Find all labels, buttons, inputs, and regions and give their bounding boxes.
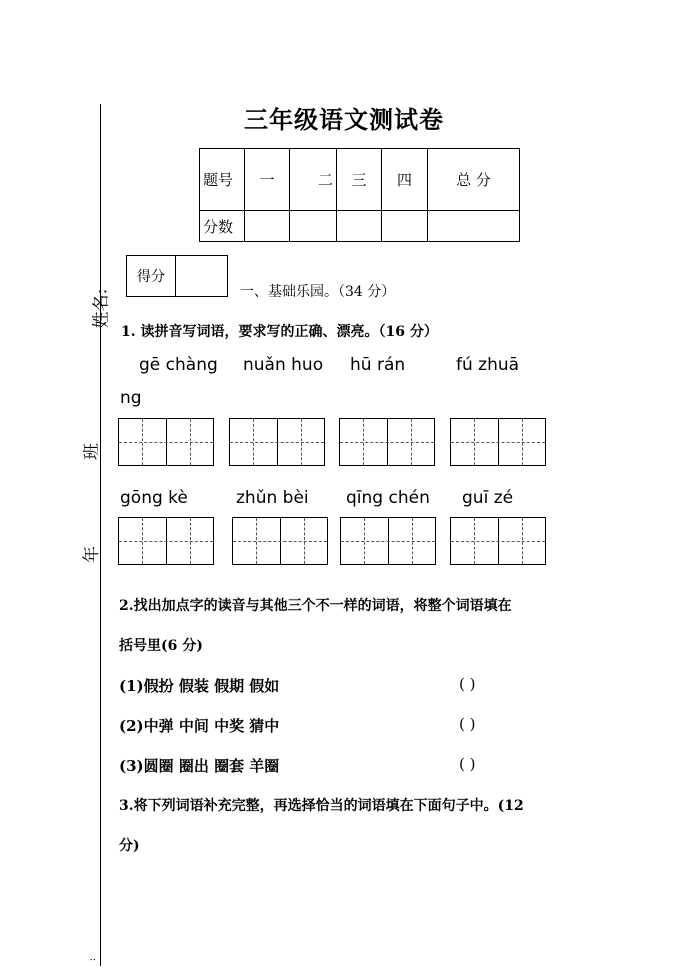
page-title: 三年级语文测试卷: [244, 105, 444, 134]
question-2-line1: 2.找出加点字的读音与其他三个不一样的词语，将整个词语填在: [119, 598, 512, 614]
pinyin-item: nuǎn huo: [243, 355, 324, 375]
pinyin-item: hū rán: [350, 355, 406, 375]
section-1-heading: 一、基础乐园。（34 分）: [240, 284, 396, 300]
pinyin-item: qīng chén: [346, 488, 430, 508]
answer-parentheses[interactable]: ( ): [459, 675, 476, 693]
pinyin-item: zhǔn bèi: [236, 488, 309, 508]
binding-line: [100, 104, 101, 966]
q2-item-text: (3)圆圈 圈出 圈套 羊圈: [119, 757, 280, 775]
writing-grid[interactable]: [450, 517, 546, 565]
question-2-line2: 括号里(6 分): [119, 638, 203, 654]
score-header-cell: 题号: [200, 149, 245, 211]
score-input-cell[interactable]: [337, 211, 382, 242]
section-score-label: 得分: [127, 256, 176, 296]
score-row-label: 分数: [200, 211, 245, 242]
score-header-cell: 总 分: [428, 149, 520, 211]
writing-grid[interactable]: [118, 418, 214, 466]
answer-parentheses[interactable]: ( ): [459, 755, 476, 773]
score-table: [199, 148, 520, 242]
writing-grid[interactable]: [232, 517, 328, 565]
pinyin-item: ng: [120, 388, 142, 408]
answer-parentheses[interactable]: ( ): [459, 715, 476, 733]
class-label: 班: [82, 443, 102, 460]
margin-dot: :: [87, 957, 99, 962]
writing-grid[interactable]: [339, 418, 435, 466]
score-header-cell: 一: [245, 149, 290, 211]
writing-grid[interactable]: [229, 418, 325, 466]
section-score-box: [126, 255, 228, 297]
score-input-cell[interactable]: [290, 211, 337, 242]
score-input-cell[interactable]: [245, 211, 290, 242]
writing-grid[interactable]: [450, 418, 546, 466]
question-1: 1. 读拼音写词语，要求写的正确、漂亮。（16 分）: [121, 324, 438, 340]
score-header-cell: 三: [337, 149, 382, 211]
score-input-cell[interactable]: [428, 211, 520, 242]
q2-item-text: (2)中弹 中间 中奖 猜中: [119, 717, 280, 735]
question-3-line2: 分): [119, 838, 140, 854]
name-label: 姓名:: [91, 288, 112, 329]
score-input-cell[interactable]: [382, 211, 428, 242]
pinyin-item: gōng kè: [120, 488, 188, 508]
writing-grid[interactable]: [340, 517, 436, 565]
pinyin-item: gē chàng: [139, 355, 218, 375]
pinyin-item: guī zé: [462, 488, 514, 508]
grade-label: 年: [82, 546, 102, 563]
q2-item-text: (1)假扮 假装 假期 假如: [119, 677, 280, 695]
score-header-cell: 四: [382, 149, 428, 211]
writing-grid[interactable]: [118, 517, 214, 565]
question-3-line1: 3.将下列词语补充完整，再选择恰当的词语填在下面句子中。(12: [119, 798, 524, 814]
pinyin-item: fú zhuā: [456, 355, 520, 375]
score-header-cell: 二: [290, 149, 337, 211]
